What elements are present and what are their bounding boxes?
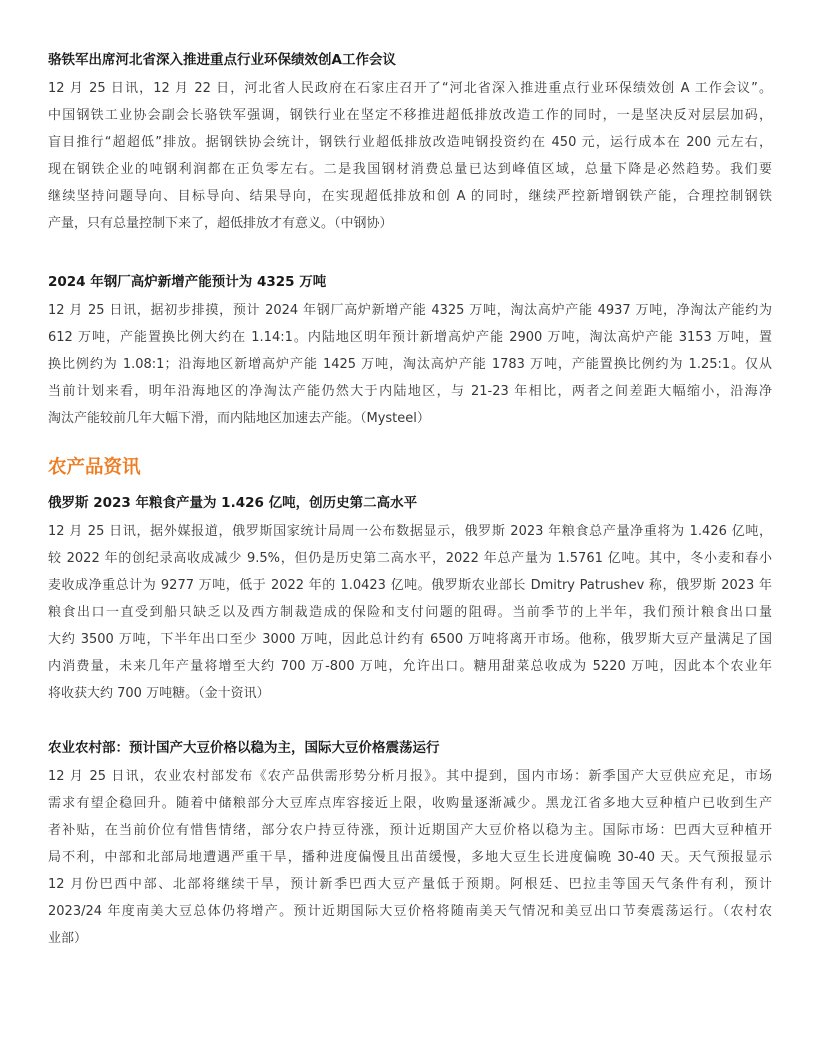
article-line: 2023/24 年度南美大豆总体仍将增产。预计近期国际大豆价格将随南美天气情况和美豆出口节奏震荡运行。（农村农	[48, 904, 772, 919]
article-line: 大约 3500 万吨，下半年出口至少 3000 万吨，因此总计约有 6500 万吨将离开市场。他称，俄罗斯大豆产量满足了国	[48, 632, 772, 647]
article-line: 盲目推行“超超低”排放。据钢铁协会统计，钢铁行业超低排放改造吨钢投资约在 450 元，运行成本在 200 元左右，	[48, 135, 772, 150]
article-title: 俄罗斯 2023 年粮食产量为 1.426 亿吨，创历史第二高水平	[48, 495, 418, 511]
article-line: 换比例约为 1.08:1；沿海地区新增高炉产能 1425 万吨，淘汰高炉产能 1783 万吨，产能置换比例约为 1.25:1。仅从	[48, 357, 772, 372]
article-line: 较 2022 年的创纪录高收成减少 9.5%，但仍是历史第二高水平，2022 年总产量为 1.5761 亿吨。其中，冬小麦和春小	[48, 551, 772, 566]
article-body	[48, 763, 772, 952]
article-body	[48, 518, 772, 707]
article-title: 骆铁军出席河北省深入推进重点行业环保绩效创A工作会议	[48, 52, 396, 68]
article-line: 12 月 25 日讯，据外媒报道，俄罗斯国家统计局周一公布数据显示，俄罗斯 2023 年粮食总产量净重将为 1.426 亿吨，	[48, 524, 772, 539]
article-line: 继续坚持问题导向、目标导向、结果导向，在实现超低排放和创 A 的同时，继续严控新增钢铁产能，合理控制钢铁	[48, 189, 772, 204]
article-title: 2024 年钢厂高炉新增产能预计为 4325 万吨	[48, 274, 327, 290]
news-article	[48, 738, 772, 952]
article-line: 12 月 25 日讯，农业农村部发布《农产品供需形势分析月报》。其中提到，国内市场：新季国产大豆供应充足，市场	[48, 769, 772, 784]
article-line: 中国钢铁工业协会副会长骆铁军强调，钢铁行业在坚定不移推进超低排放改造工作的同时，一是坚决反对层层加码，	[48, 108, 772, 123]
article-body	[48, 75, 772, 237]
article-line: 将收获大约 700 万吨糖。（金十资讯）	[48, 686, 270, 701]
article-line: 内消费量，未来几年产量将增至大约 700 万-800 万吨，允许出口。糖用甜菜总收成为 5220 万吨，因此本个农业年	[48, 659, 772, 674]
article-line: 局不利，中部和北部局地遭遇严重干旱，播种进度偏慢且出苗缓慢，多地大豆生长进度偏晚 30-40 天。天气预报显示	[48, 850, 772, 865]
article-line: 业部）	[48, 931, 88, 946]
news-article	[48, 493, 772, 707]
article-line: 需求有望企稳回升。随着中储粮部分大豆库点库容接近上限，收购量逐渐减少。黑龙江省多地大豆种植户已收到生产	[48, 796, 772, 811]
article-line: 当前计划来看，明年沿海地区的净淘汰产能仍然大于内陆地区，与 21-23 年相比，两者之间差距大幅缩小，沿海净	[48, 384, 772, 399]
article-body	[48, 297, 772, 432]
article-line: 麦收成净重总计为 9277 万吨，低于 2022 年的 1.0423 亿吨。俄罗斯农业部长 Dmitry Patrushev 称，俄罗斯 2023 年	[48, 578, 772, 593]
article-line: 淘汰产能较前几年大幅下滑，而内陆地区加速去产能。（Mysteel）	[48, 411, 430, 426]
article-line: 者补贴，在当前价位有惜售情绪，部分农户持豆待涨，预计近期国产大豆价格以稳为主。国际市场：巴西大豆种植开	[48, 823, 772, 838]
article-line: 12 月份巴西中部、北部将继续干旱，预计新季巴西大豆产量低于预期。阿根廷、巴拉圭等国天气条件有利，预计	[48, 877, 772, 892]
article-line: 粮食出口一直受到船只缺乏以及西方制裁造成的保险和支付问题的阻碍。当前季节的上半年，我们预计粮食出口量	[48, 605, 772, 620]
article-title: 农业农村部：预计国产大豆价格以稳为主，国际大豆价格震荡运行	[48, 740, 440, 756]
article-line: 12 月 25 日讯，据初步排摸，预计 2024 年钢厂高炉新增产能 4325 万吨，淘汰高炉产能 4937 万吨，净淘汰产能约为	[48, 303, 772, 318]
article-line: 产量，只有总量控制下来了，超低排放才有意义。（中钢协）	[48, 216, 393, 231]
article-line: 现在钢铁企业的吨钢利润都在正负零左右。二是我国钢材消费总量已达到峰值区域，总量下降是必然趋势。我们要	[48, 162, 772, 177]
news-article	[48, 272, 772, 432]
article-line: 12 月 25 日讯，12 月 22 日，河北省人民政府在石家庄召开了“河北省深入推进重点行业环保绩效创 A 工作会议”。	[48, 81, 772, 96]
section-heading: 农产品资讯	[48, 457, 141, 478]
article-line: 612 万吨，产能置换比例大约在 1.14:1。内陆地区明年预计新增高炉产能 2900 万吨，淘汰高炉产能 3153 万吨，置	[48, 330, 772, 345]
news-article	[48, 50, 772, 237]
